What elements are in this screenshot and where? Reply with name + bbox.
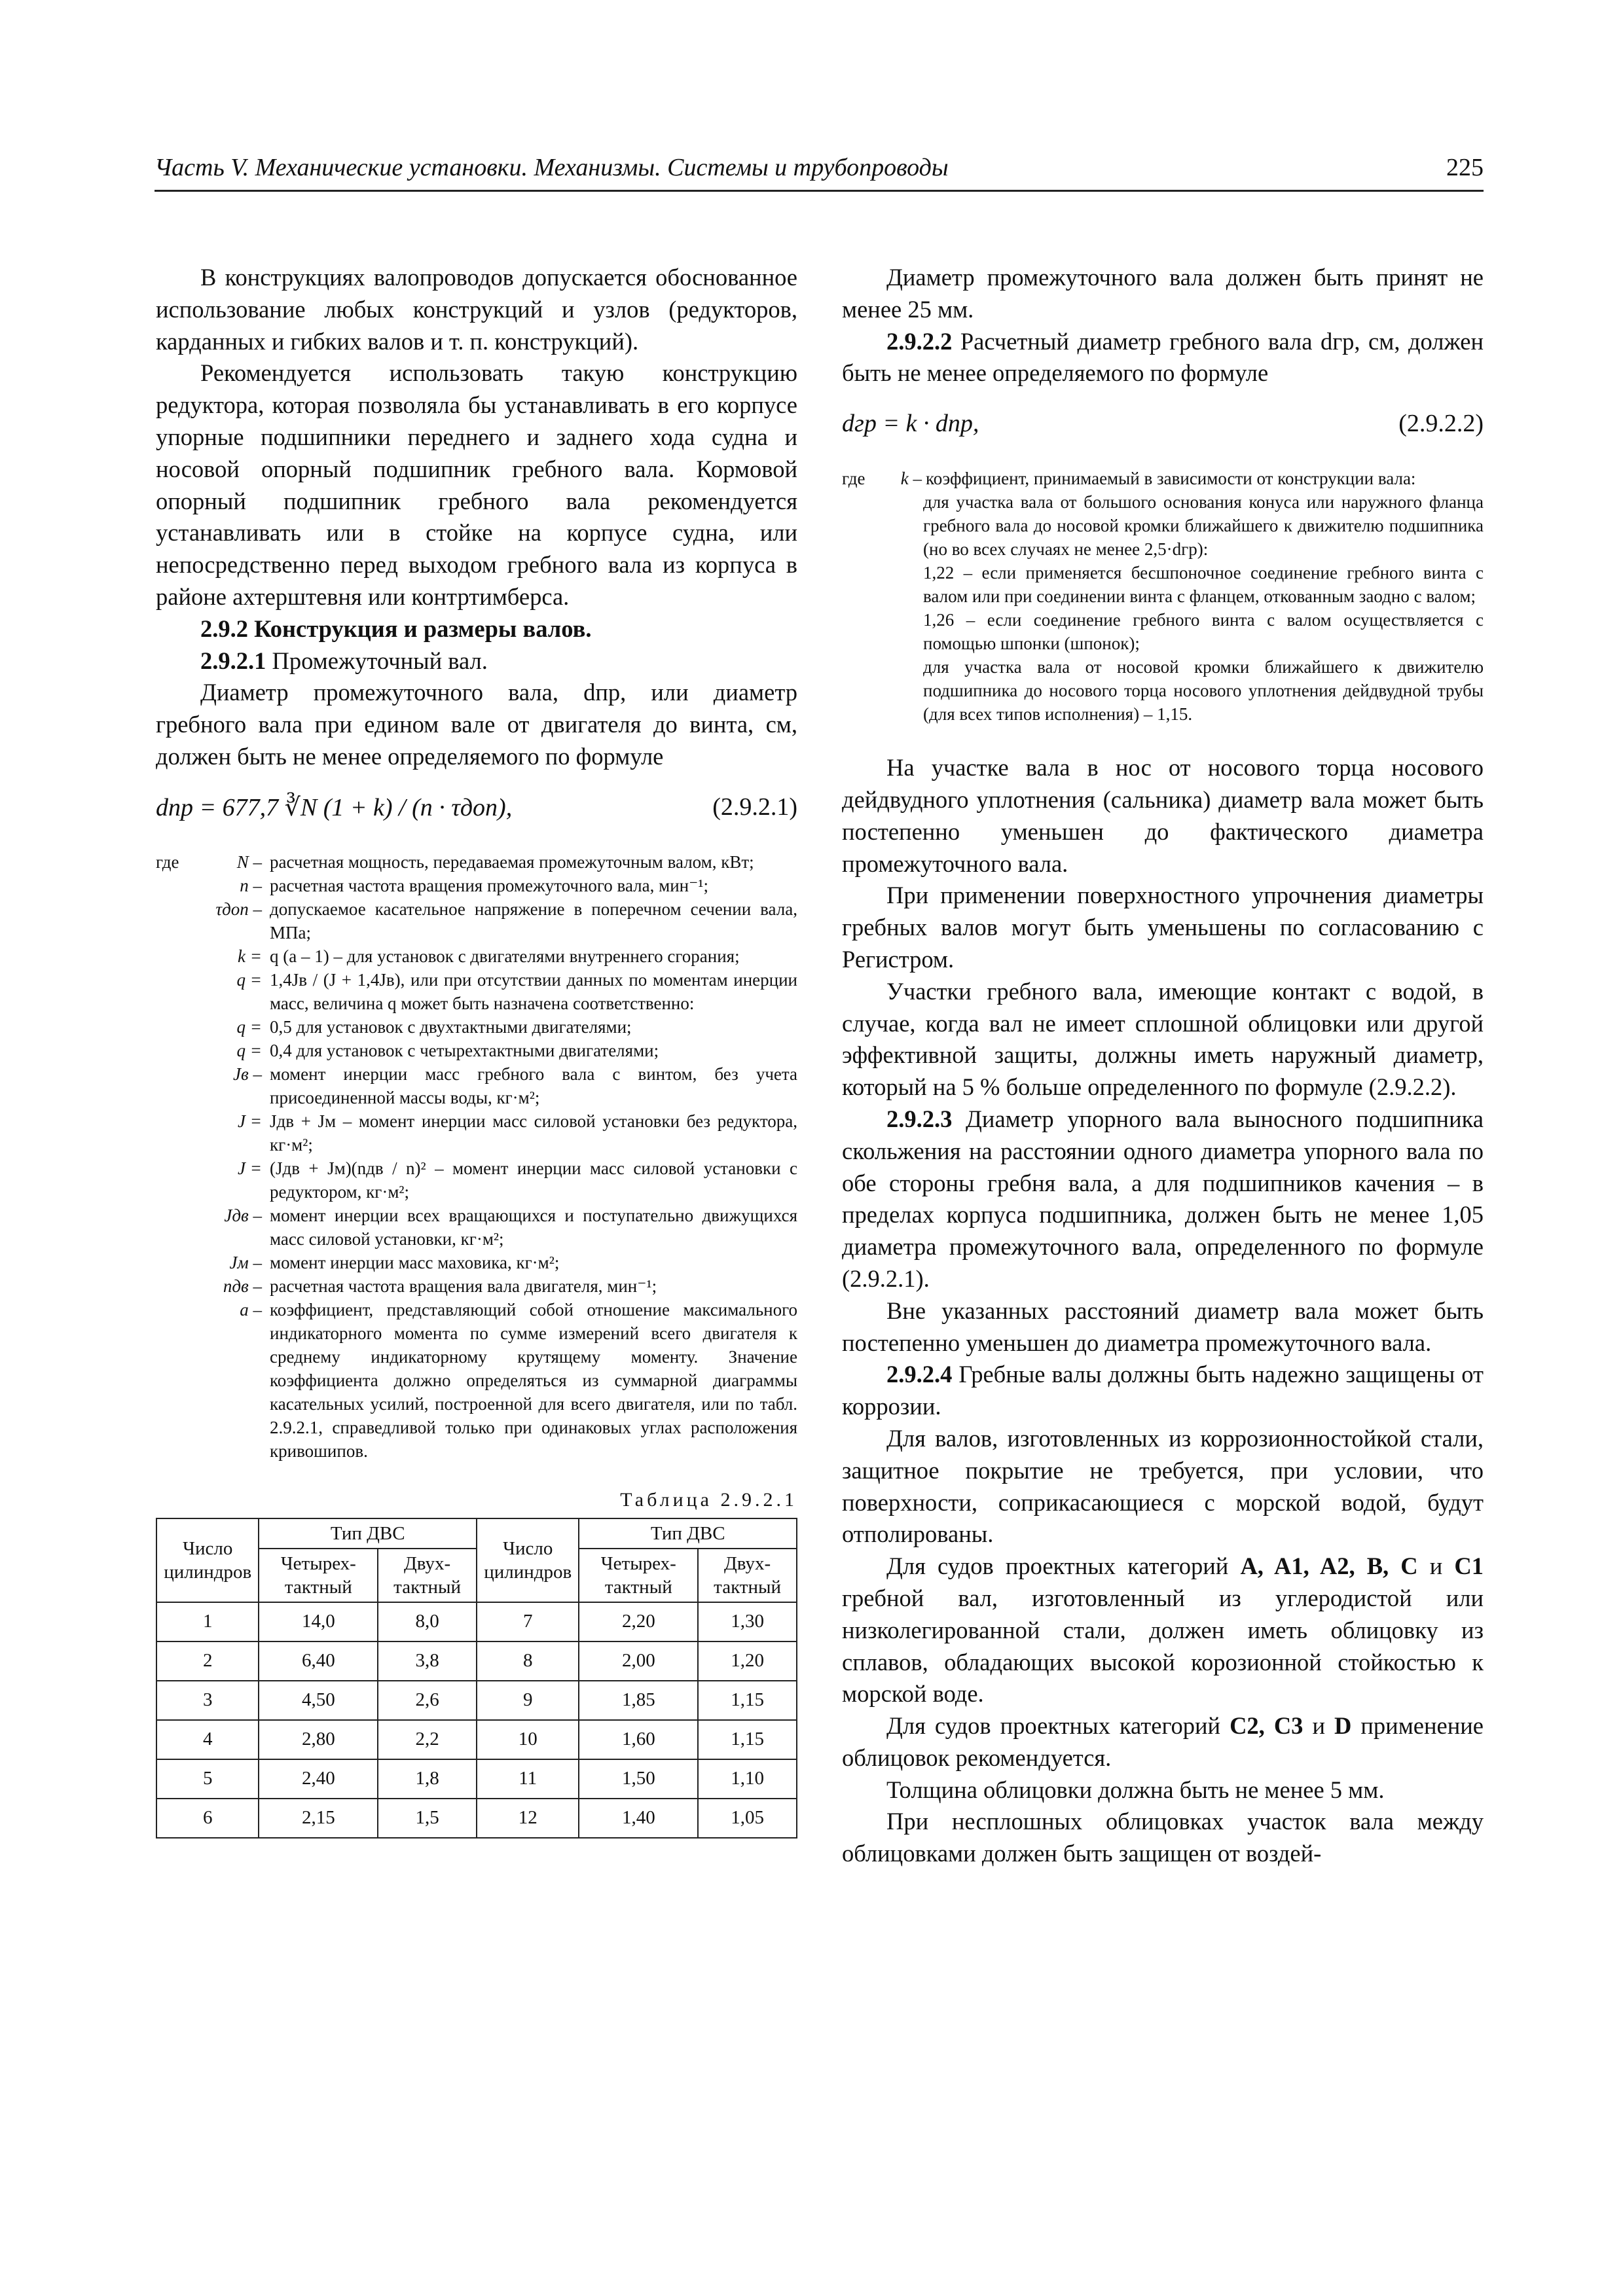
table-cell: 1,85 <box>579 1681 698 1720</box>
page-number: 225 <box>1446 154 1484 181</box>
table-cell: 1,40 <box>579 1799 698 1838</box>
k-case: для участка вала от большого основания конуса или наружного фланца гребного вала до носовой кромки ближайшего к движителю подшипника (но во всех случаях не менее 2,5·dгр): <box>923 492 1484 560</box>
text-run: гребной вал, изготовленный из углеродистой или низколегированной стали, должен иметь облицовку из сплавов, обладающих высокой корозионной стойкостью к морской воде. <box>842 1584 1484 1708</box>
table-cell: 2,2 <box>378 1720 477 1759</box>
category-d: D <box>1334 1712 1352 1740</box>
where-item <box>156 1274 797 1298</box>
paragraph: На участке вала в нос от носового торца носового дейдвудного уплотнения (сальника) диаметр вала может быть постепенно уменьшен до фактического диаметра промежуточного вала. <box>842 754 1484 877</box>
where-symbol: J = <box>238 1158 262 1178</box>
formula-expression: dпр = 677,7 ∛N (1 + k) / (n · τдоп), <box>156 793 513 821</box>
subsection-text: Расчетный диаметр гребного вала dгр, см, должен быть не менее определяемого по формуле <box>842 327 1484 387</box>
section-heading <box>156 613 797 645</box>
paragraph: Вне указанных расстояний диаметр вала может быть постепенно уменьшен до диаметра промежуточного вала. <box>842 1297 1484 1356</box>
where-text: q (a – 1) – для установок с двигателями внутреннего сгорания; <box>270 946 740 966</box>
table-cell: 2,20 <box>579 1602 698 1641</box>
col-header-four-stroke: Четырех-тактный <box>579 1549 698 1602</box>
paragraph: Диаметр промежуточного вала должен быть принят не менее 25 мм. <box>842 264 1484 323</box>
table-row <box>156 1641 797 1681</box>
where-item <box>156 1062 797 1109</box>
text-run: Для судов проектных категорий <box>886 1552 1241 1580</box>
table-cell: 1,8 <box>378 1759 477 1799</box>
where-text: 0,4 для установок с четырехтактными двигателями; <box>270 1040 659 1060</box>
where-label <box>156 1015 196 1039</box>
table-cell: 1 <box>156 1602 259 1641</box>
table-cell: 1,15 <box>698 1681 797 1720</box>
where-symbol: q = <box>236 969 262 990</box>
table-cell: 3 <box>156 1681 259 1720</box>
section-heading-text: 2.9.2 Конструкция и размеры валов. <box>200 615 592 642</box>
where-label <box>156 944 196 968</box>
where-text: момент инерции масс маховика, кг·м²; <box>270 1252 560 1272</box>
col-header-cylinders: Число цилиндров <box>156 1518 259 1602</box>
where-text: расчетная частота вращения вала двигателя, мин⁻¹; <box>270 1276 657 1296</box>
where-label: где <box>156 852 179 872</box>
col-header-two-stroke: Двух-тактный <box>698 1549 797 1602</box>
where-text: (Jдв + Jм)(nдв / n)² – момент инерции масс силовой установки с редуктором, кг·м²; <box>270 1158 797 1202</box>
paragraph: Для валов, изготовленных из коррозионностойкой стали, защитное покрытие не требуется, при условии, что поверхности, соприкасающиеся с морской водой, будут отполированы. <box>842 1424 1484 1548</box>
where-label <box>156 874 196 897</box>
category-list: C2, C3 <box>1230 1712 1304 1740</box>
table-cell: 5 <box>156 1759 259 1799</box>
subsection-number: 2.9.2.4 <box>886 1361 953 1388</box>
table-cell: 1,10 <box>698 1759 797 1799</box>
where-text: момент инерции масс гребного вала с винтом, без учета присоединенной массы воды, кг·м²; <box>270 1064 797 1107</box>
where-label <box>156 1109 196 1157</box>
subsection-text: Диаметр упорного вала выносного подшипника скольжения на расстоянии одного диаметра упорного вала по обе стороны гребня вала, а для подшипников качения – в пределах корпуса подшипника, должен быть не менее 1,05 диаметра промежуточного вала, определенного по формуле (2.9.2.1). <box>842 1105 1484 1292</box>
where-label <box>156 1274 196 1298</box>
k-case: 1,22 – если применяется бесшпоночное соединение гребного винта с валом или при соединении винта с фланцем, откованным заодно с валом; <box>923 563 1484 607</box>
formula-expression: dгр = k · dпр, <box>842 410 979 438</box>
table-row <box>156 1602 797 1641</box>
paragraph: Рекомендуется использовать такую конструкцию редуктора, которая позволяла бы устанавливать в его корпусе упорные подшипники переднего и заднего хода судна и носовой опорный подшипник гребного вала. Кормовой опорный подшипник гребного вала рекомендуется устанавливать или в стойке на корпусе судна, или непосредственно перед выходом гребного вала из корпуса в районе ахтерштевня или контртимберса. <box>156 359 797 610</box>
where-symbol: Jм – <box>229 1252 262 1272</box>
subsection-paragraph <box>842 326 1484 390</box>
where-symbol: k – <box>900 469 922 489</box>
where-label <box>156 1062 196 1109</box>
table-cell: 1,50 <box>579 1759 698 1799</box>
paragraph: Участки гребного вала, имеющие контакт с водой, в случае, когда вал не имеет сплошной облицовки или другой эффективной защиты, должны иметь наружный диаметр, который на 5 % больше определенного по формуле (2.9.2.2). <box>842 977 1484 1101</box>
table-cell: 3,8 <box>378 1641 477 1681</box>
table-cell: 1,30 <box>698 1602 797 1641</box>
where-symbol: J = <box>238 1111 262 1131</box>
where-label <box>156 1039 196 1062</box>
where-label <box>156 1157 196 1204</box>
table-cell: 6 <box>156 1799 259 1838</box>
paragraph-categories <box>842 1551 1484 1710</box>
subsection-heading <box>156 645 797 677</box>
paragraph: Диаметр промежуточного вала, dпр, или диаметр гребного вала при едином вале от двигателя до винта, см, должен быть не менее определяемого по формуле <box>156 679 797 770</box>
table-cell: 8,0 <box>378 1602 477 1641</box>
subsection-title: Промежуточный вал. <box>266 647 488 674</box>
where-symbol: τдоп – <box>215 899 262 919</box>
where-item <box>156 968 797 1015</box>
paragraph: В конструкциях валопроводов допускается обоснованное использование любых конструкций и узлов (редукторов, карданных и гибких валов и т. п. конструкций). <box>156 264 797 355</box>
col-header-engine-type: Тип ДВС <box>259 1518 477 1549</box>
where-label <box>156 1251 196 1274</box>
where-list-k <box>842 467 1484 726</box>
where-item <box>156 1298 797 1463</box>
subsection-paragraph <box>842 1359 1484 1423</box>
table-row <box>156 1799 797 1838</box>
where-item <box>156 874 797 897</box>
subsection-number: 2.9.2.3 <box>886 1105 953 1132</box>
table-cell: 2,6 <box>378 1681 477 1720</box>
text-run: и <box>1303 1712 1334 1740</box>
table-cell: 4 <box>156 1720 259 1759</box>
col-header-engine-type: Тип ДВС <box>579 1518 797 1549</box>
k-case: для участка вала от носовой кромки ближайшего к движителю подшипника до носового торца носового уплотнения дейдвудной трубы (для всех типов исполнения) – 1,15. <box>923 657 1484 725</box>
running-header <box>155 149 1484 192</box>
subsection-text: Гребные валы должны быть надежно защищены от коррозии. <box>842 1361 1484 1420</box>
text-run: и <box>1417 1552 1455 1580</box>
where-symbol: k = <box>238 946 262 966</box>
k-case: 1,26 – если соединение гребного винта с валом осуществляется с помощью шпонки (шпонок); <box>923 610 1484 654</box>
text-run: применение облицовок рекомендуется. <box>842 1712 1484 1771</box>
paragraph: При несплошных облицовках участок вала между облицовками должен быть защищен от воздей- <box>842 1808 1484 1867</box>
col-header-cylinders: Число цилиндров <box>477 1518 579 1602</box>
where-label: где <box>842 469 866 489</box>
col-header-four-stroke: Четырех-тактный <box>259 1549 378 1602</box>
where-item <box>156 897 797 944</box>
table-cell: 1,60 <box>579 1720 698 1759</box>
where-symbol: a – <box>240 1299 262 1319</box>
table-cell: 1,15 <box>698 1720 797 1759</box>
where-text: 1,4Jв / (J + 1,4Jв), или при отсутствии данных по моментам инерции масс, величина q может быть назначена соответственно: <box>270 969 797 1013</box>
right-column <box>842 262 1484 1870</box>
where-item <box>156 850 797 874</box>
where-list <box>156 850 797 1463</box>
table-cell: 1,20 <box>698 1641 797 1681</box>
subsection-number: 2.9.2.1 <box>200 647 266 674</box>
table-cell: 9 <box>477 1681 579 1720</box>
formula-2922 <box>842 406 1484 450</box>
category-c1: C1 <box>1454 1552 1484 1580</box>
table-row <box>156 1720 797 1759</box>
where-item <box>156 1109 797 1157</box>
table-row <box>156 1759 797 1799</box>
header-title: Часть V. Механические установки. Механизмы. Системы и трубопроводы <box>155 154 949 181</box>
table-cell: 1,5 <box>378 1799 477 1838</box>
where-symbol: N – <box>236 852 262 872</box>
where-symbol: Jв – <box>233 1064 262 1084</box>
table-cell: 2 <box>156 1641 259 1681</box>
where-item <box>156 944 797 968</box>
table-caption: Таблица 2.9.2.1 <box>620 1488 797 1511</box>
left-column <box>156 262 797 1839</box>
where-text: допускаемое касательное напряжение в поперечном сечении вала, МПа; <box>270 899 797 942</box>
where-symbol: q = <box>236 1016 262 1037</box>
subsection-paragraph <box>842 1103 1484 1295</box>
where-label <box>156 897 196 944</box>
where-text: расчетная мощность, передаваемая промежуточным валом, кВт; <box>270 852 754 872</box>
coefficient-table <box>156 1518 797 1839</box>
where-label <box>156 968 196 1015</box>
where-item <box>156 1251 797 1274</box>
category-list: A, A1, A2, B, C <box>1240 1552 1418 1580</box>
where-text: 0,5 для установок с двухтактными двигателями; <box>270 1016 632 1037</box>
where-symbol: nдв – <box>223 1276 262 1296</box>
table-cell: 2,00 <box>579 1641 698 1681</box>
text-run: Для судов проектных категорий <box>886 1712 1230 1740</box>
where-symbol: Jдв – <box>224 1205 262 1225</box>
formula-2921 <box>156 790 797 833</box>
table-cell: 11 <box>477 1759 579 1799</box>
where-item <box>156 1157 797 1204</box>
where-item <box>156 1039 797 1062</box>
table-cell: 12 <box>477 1799 579 1838</box>
table-cell: 8 <box>477 1641 579 1681</box>
where-text: Jдв + Jм – момент инерции масс силовой установки без редуктора, кг·м²; <box>270 1111 797 1155</box>
table-cell: 2,80 <box>259 1720 378 1759</box>
where-label <box>156 1204 196 1251</box>
where-text: расчетная частота вращения промежуточного вала, мин⁻¹; <box>270 875 708 895</box>
paragraph: При применении поверхностного упрочнения диаметры гребных валов могут быть уменьшены по согласованию с Регистром. <box>842 882 1484 973</box>
table-cell: 7 <box>477 1602 579 1641</box>
table-cell: 10 <box>477 1720 579 1759</box>
where-text: коэффициент, принимаемый в зависимости от конструкции вала: <box>926 469 1416 489</box>
formula-number: (2.9.2.1) <box>712 793 797 821</box>
table-cell: 1,05 <box>698 1799 797 1838</box>
where-text: момент инерции всех вращающихся и поступательно движущихся масс силовой установки, кг·м²; <box>270 1205 797 1249</box>
where-item <box>156 1015 797 1039</box>
paragraph-categories <box>842 1710 1484 1774</box>
where-symbol: n – <box>240 875 262 895</box>
where-label <box>156 1298 196 1463</box>
where-symbol: q = <box>236 1040 262 1060</box>
paragraph: Толщина облицовки должна быть не менее 5 мм. <box>886 1776 1385 1803</box>
table-cell: 14,0 <box>259 1602 378 1641</box>
col-header-two-stroke: Двух-тактный <box>378 1549 477 1602</box>
table-cell: 2,15 <box>259 1799 378 1838</box>
table-cell: 2,40 <box>259 1759 378 1799</box>
formula-number: (2.9.2.2) <box>1398 410 1484 438</box>
subsection-number: 2.9.2.2 <box>886 327 953 355</box>
where-text: коэффициент, представляющий собой отношение максимального индикаторного момента по сумме измерений всего двигателя к среднему индикаторному крутящему моменту. Значение коэффициента должно определяться из суммарной диаграммы касательных усилий, построенной для всего двигателя, или по табл. 2.9.2.1, справедливой только при одинаковых углах расположения кривошипов. <box>270 1299 797 1461</box>
where-item <box>156 1204 797 1251</box>
table-cell: 6,40 <box>259 1641 378 1681</box>
table-row <box>156 1681 797 1720</box>
table-cell: 4,50 <box>259 1681 378 1720</box>
